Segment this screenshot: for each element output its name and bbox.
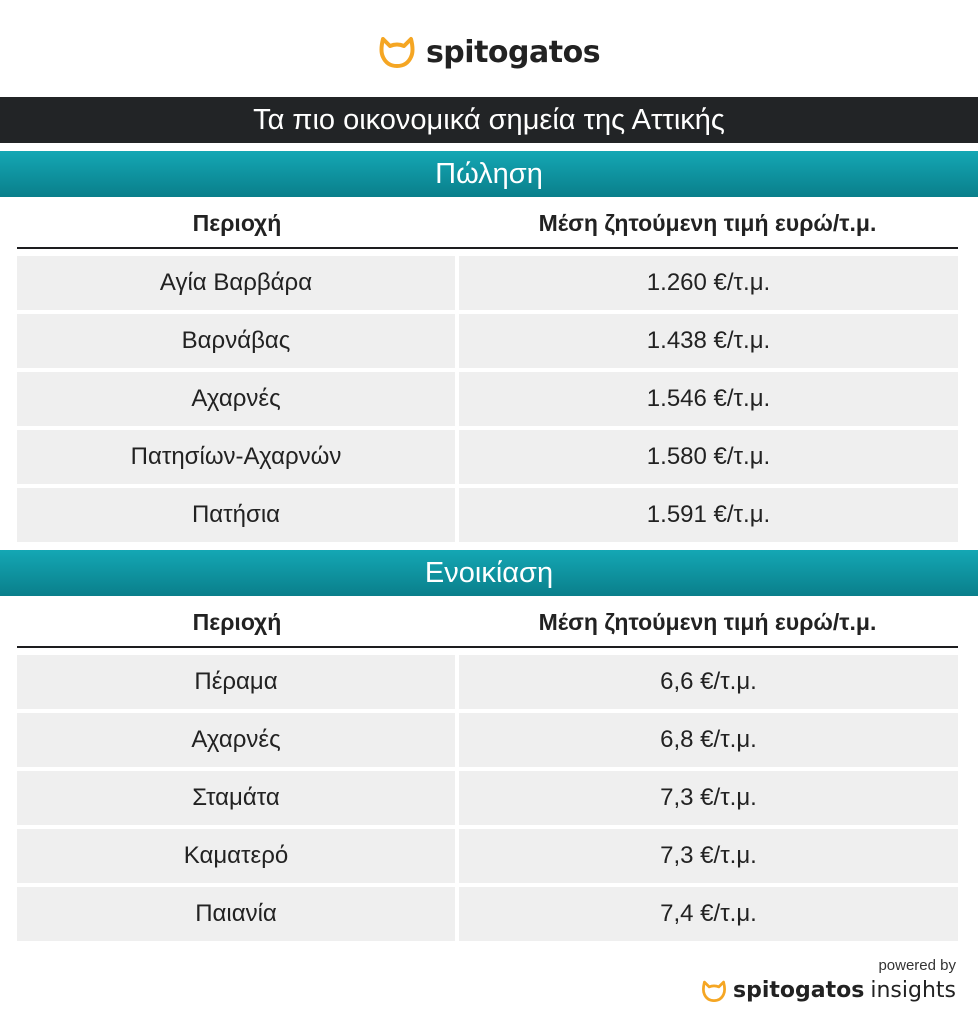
price-cell: 1.438 €/τ.μ. [459,314,958,368]
column-header-area: Περιοχή [192,608,282,635]
table-header-sale [17,199,958,249]
price-cell: 1.580 €/τ.μ. [459,430,958,484]
area-cell: Καματερό [17,829,455,883]
header-logo [0,28,978,76]
column-header-price: Μέση ζητούμενη τιμή ευρώ/τ.μ. [538,608,877,635]
area-cell: Αγία Βαρβάρα [17,256,455,310]
table-row [17,655,958,709]
table-row [17,713,958,767]
footer-logo [656,978,956,1003]
column-header-price: Μέση ζητούμενη τιμή ευρώ/τ.μ. [538,209,877,236]
area-cell: Αχαρνές [17,713,455,767]
table-row [17,314,958,368]
price-cell: 1.260 €/τ.μ. [459,256,958,310]
brand-name: spitogatos [425,34,601,70]
table-row [17,430,958,484]
price-cell: 6,6 €/τ.μ. [459,655,958,709]
table-row [17,256,958,310]
footer [656,957,956,1003]
area-cell: Βαρνάβας [17,314,455,368]
page-title: Τα πιο οικονομικά σημεία της Αττικής [0,97,978,143]
price-cell: 1.591 €/τ.μ. [459,488,958,542]
table-row [17,488,958,542]
area-cell: Παιανία [17,887,455,941]
table-body-rent [17,655,958,945]
area-cell: Πατησίων-Αχαρνών [17,430,455,484]
area-cell: Σταμάτα [17,771,455,825]
table-row [17,771,958,825]
price-cell: 7,3 €/τ.μ. [459,771,958,825]
price-cell: 6,8 €/τ.μ. [459,713,958,767]
table-row [17,887,958,941]
section-heading-sale: Πώληση [0,151,978,197]
powered-by-text: powered by [878,957,956,974]
table-row [17,829,958,883]
footer-product-name: insights [870,978,956,1003]
column-header-area: Περιοχή [192,209,282,236]
area-cell: Πατήσια [17,488,455,542]
cat-icon [378,35,416,69]
price-cell: 7,4 €/τ.μ. [459,887,958,941]
area-cell: Αχαρνές [17,372,455,426]
section-heading-rent: Ενοικίαση [0,550,978,596]
table-row [17,372,958,426]
footer-brand-name: spitogatos [733,978,865,1003]
table-header-rent [17,598,958,648]
price-cell: 1.546 €/τ.μ. [459,372,958,426]
table-body-sale [17,256,958,546]
cat-icon [701,979,727,1003]
area-cell: Πέραμα [17,655,455,709]
price-cell: 7,3 €/τ.μ. [459,829,958,883]
